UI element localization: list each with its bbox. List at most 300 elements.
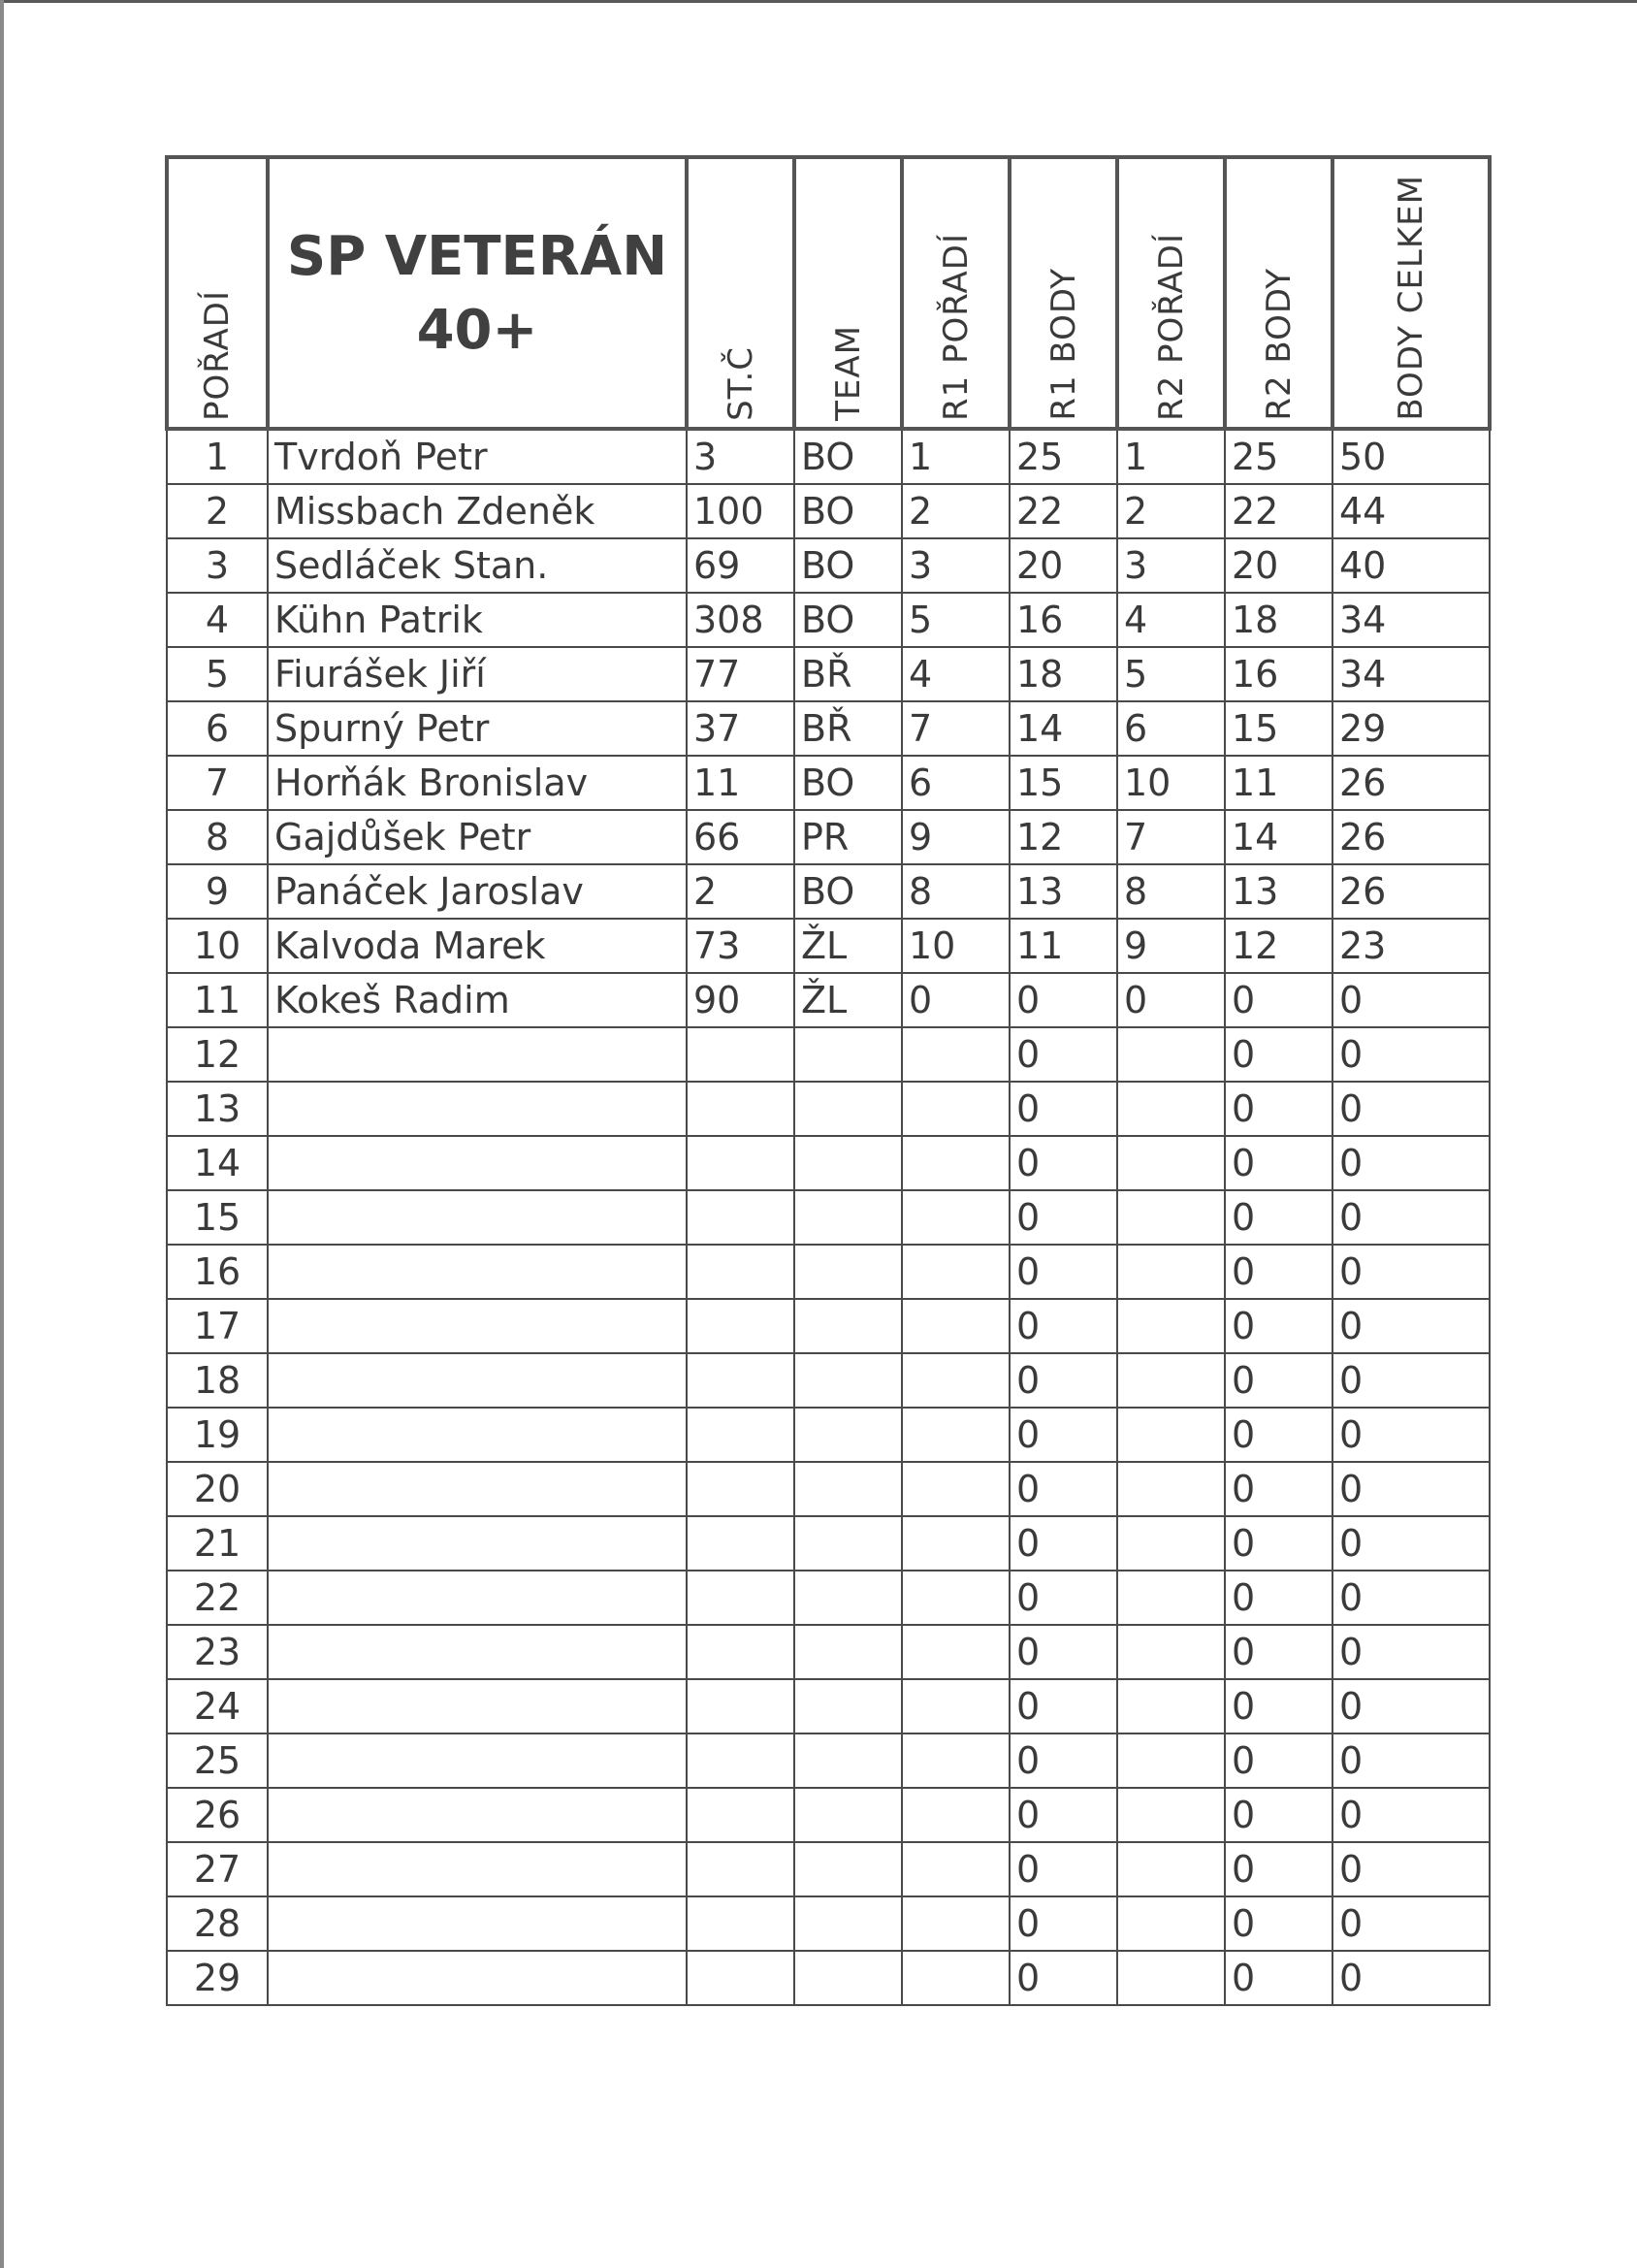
cell-name <box>268 1733 687 1788</box>
cell-team <box>794 1842 902 1896</box>
cell-r2-rank <box>1117 1896 1225 1951</box>
cell-r2-rank <box>1117 1190 1225 1245</box>
cell-total-points: 40 <box>1332 538 1490 593</box>
cell-total-points: 0 <box>1332 1082 1490 1136</box>
cell-total-points: 0 <box>1332 1516 1490 1571</box>
table-row <box>167 973 1490 1027</box>
cell-r2-points: 12 <box>1225 919 1332 973</box>
cell-r2-rank: 2 <box>1117 484 1225 538</box>
cell-r1-points: 15 <box>1010 756 1117 810</box>
table-row <box>167 1408 1490 1462</box>
cell-start-number: 77 <box>687 647 794 701</box>
table-row <box>167 1027 1490 1082</box>
cell-r2-points: 11 <box>1225 756 1332 810</box>
cell-name <box>268 1516 687 1571</box>
cell-r2-points: 0 <box>1225 1408 1332 1462</box>
cell-r2-rank <box>1117 1299 1225 1353</box>
cell-rank: 18 <box>167 1353 268 1408</box>
cell-name <box>268 1190 687 1245</box>
header-team-label: TEAM <box>828 325 868 421</box>
cell-team: BO <box>794 484 902 538</box>
header-poradi-label: POŘADÍ <box>198 290 237 421</box>
table-row <box>167 864 1490 919</box>
header-r1-body <box>1010 157 1117 429</box>
cell-r2-points: 0 <box>1225 1788 1332 1842</box>
cell-name <box>268 1082 687 1136</box>
table-row <box>167 1245 1490 1299</box>
cell-r1-rank <box>902 1842 1010 1896</box>
cell-start-number <box>687 1679 794 1733</box>
cell-rank: 20 <box>167 1462 268 1516</box>
cell-r2-points: 0 <box>1225 1896 1332 1951</box>
cell-r1-rank: 2 <box>902 484 1010 538</box>
cell-r1-points: 0 <box>1010 1462 1117 1516</box>
cell-r2-rank: 5 <box>1117 647 1225 701</box>
cell-r2-rank <box>1117 1951 1225 2005</box>
cell-team <box>794 1136 902 1190</box>
cell-name: Spurný Petr <box>268 701 687 756</box>
header-body-celkem <box>1332 157 1490 429</box>
cell-rank: 24 <box>167 1679 268 1733</box>
cell-start-number <box>687 1299 794 1353</box>
cell-team: BO <box>794 538 902 593</box>
cell-r2-rank <box>1117 1408 1225 1462</box>
cell-total-points: 0 <box>1332 1136 1490 1190</box>
table-row <box>167 1842 1490 1896</box>
table-row <box>167 1788 1490 1842</box>
cell-total-points: 0 <box>1332 1408 1490 1462</box>
cell-r1-rank <box>902 1136 1010 1190</box>
cell-r2-points: 0 <box>1225 1951 1332 2005</box>
cell-name: Kokeš Radim <box>268 973 687 1027</box>
table-row <box>167 1299 1490 1353</box>
cell-start-number <box>687 1027 794 1082</box>
cell-start-number: 3 <box>687 429 794 484</box>
cell-r1-rank <box>902 1299 1010 1353</box>
cell-rank: 27 <box>167 1842 268 1896</box>
cell-team: BO <box>794 756 902 810</box>
table-row <box>167 1516 1490 1571</box>
table-row <box>167 429 1490 484</box>
cell-rank: 9 <box>167 864 268 919</box>
cell-r2-points: 0 <box>1225 1625 1332 1679</box>
cell-r1-points: 0 <box>1010 1353 1117 1408</box>
cell-r2-rank <box>1117 1788 1225 1842</box>
cell-start-number: 2 <box>687 864 794 919</box>
cell-r2-rank: 3 <box>1117 538 1225 593</box>
cell-r1-points: 12 <box>1010 810 1117 864</box>
cell-team <box>794 1896 902 1951</box>
cell-r2-points: 0 <box>1225 1190 1332 1245</box>
cell-rank: 28 <box>167 1896 268 1951</box>
cell-rank: 1 <box>167 429 268 484</box>
table-row <box>167 919 1490 973</box>
cell-team: BO <box>794 593 902 647</box>
cell-start-number <box>687 1516 794 1571</box>
table-row <box>167 593 1490 647</box>
cell-team: ŽL <box>794 919 902 973</box>
cell-total-points: 0 <box>1332 1788 1490 1842</box>
cell-team <box>794 1951 902 2005</box>
cell-team <box>794 1299 902 1353</box>
cell-r1-points: 11 <box>1010 919 1117 973</box>
cell-rank: 11 <box>167 973 268 1027</box>
cell-start-number <box>687 1136 794 1190</box>
cell-name <box>268 1027 687 1082</box>
header-row <box>167 157 1490 429</box>
cell-r1-rank <box>902 1245 1010 1299</box>
header-body-celkem-label: BODY CELKEM <box>1392 175 1430 421</box>
cell-name <box>268 1679 687 1733</box>
cell-total-points: 0 <box>1332 1679 1490 1733</box>
cell-total-points: 0 <box>1332 1733 1490 1788</box>
cell-r1-rank <box>902 1733 1010 1788</box>
table-row <box>167 1951 1490 2005</box>
cell-team <box>794 1082 902 1136</box>
cell-r1-rank <box>902 1516 1010 1571</box>
cell-start-number <box>687 1245 794 1299</box>
cell-r1-rank: 9 <box>902 810 1010 864</box>
cell-r2-points: 0 <box>1225 1462 1332 1516</box>
cell-start-number <box>687 1462 794 1516</box>
header-startovni-cislo-label: ST.Č <box>721 346 760 421</box>
cell-r2-rank: 7 <box>1117 810 1225 864</box>
cell-name: Kühn Patrik <box>268 593 687 647</box>
cell-total-points: 26 <box>1332 756 1490 810</box>
cell-start-number <box>687 1190 794 1245</box>
cell-r2-points: 22 <box>1225 484 1332 538</box>
cell-team <box>794 1679 902 1733</box>
cell-r1-points: 0 <box>1010 1190 1117 1245</box>
cell-name <box>268 1571 687 1625</box>
cell-rank: 17 <box>167 1299 268 1353</box>
cell-r1-rank: 6 <box>902 756 1010 810</box>
cell-r1-rank: 10 <box>902 919 1010 973</box>
cell-r1-points: 20 <box>1010 538 1117 593</box>
scan-edge-top <box>0 0 1637 3</box>
cell-r1-points: 0 <box>1010 1027 1117 1082</box>
cell-r2-rank: 9 <box>1117 919 1225 973</box>
cell-r1-rank <box>902 1082 1010 1136</box>
cell-team <box>794 1462 902 1516</box>
cell-name: Sedláček Stan. <box>268 538 687 593</box>
table-row <box>167 1571 1490 1625</box>
cell-r1-rank <box>902 1951 1010 2005</box>
header-r1-poradi <box>902 157 1010 429</box>
table-header <box>167 157 1490 429</box>
table-row <box>167 701 1490 756</box>
cell-name <box>268 1951 687 2005</box>
cell-r1-points: 0 <box>1010 973 1117 1027</box>
cell-r2-points: 25 <box>1225 429 1332 484</box>
table-row <box>167 1190 1490 1245</box>
cell-rank: 4 <box>167 593 268 647</box>
cell-r2-points: 0 <box>1225 1842 1332 1896</box>
cell-total-points: 44 <box>1332 484 1490 538</box>
cell-name: Tvrdoň Petr <box>268 429 687 484</box>
table-title <box>268 157 687 429</box>
cell-team: BO <box>794 864 902 919</box>
cell-r1-points: 0 <box>1010 1082 1117 1136</box>
table-row <box>167 538 1490 593</box>
cell-rank: 13 <box>167 1082 268 1136</box>
cell-r1-points: 0 <box>1010 1408 1117 1462</box>
cell-total-points: 0 <box>1332 1842 1490 1896</box>
cell-rank: 29 <box>167 1951 268 2005</box>
cell-r1-rank <box>902 1625 1010 1679</box>
cell-start-number <box>687 1951 794 2005</box>
cell-rank: 8 <box>167 810 268 864</box>
cell-team: BO <box>794 429 902 484</box>
cell-r2-rank: 10 <box>1117 756 1225 810</box>
cell-rank: 25 <box>167 1733 268 1788</box>
cell-r1-points: 16 <box>1010 593 1117 647</box>
cell-total-points: 0 <box>1332 1190 1490 1245</box>
table-body <box>167 429 1490 2005</box>
cell-start-number: 73 <box>687 919 794 973</box>
cell-r1-points: 0 <box>1010 1571 1117 1625</box>
cell-start-number <box>687 1625 794 1679</box>
cell-r2-points: 0 <box>1225 1733 1332 1788</box>
cell-name: Kalvoda Marek <box>268 919 687 973</box>
cell-r2-points: 15 <box>1225 701 1332 756</box>
cell-start-number <box>687 1788 794 1842</box>
cell-r1-points: 0 <box>1010 1136 1117 1190</box>
cell-total-points: 0 <box>1332 1299 1490 1353</box>
cell-start-number <box>687 1571 794 1625</box>
cell-team: BŘ <box>794 647 902 701</box>
title-line-1: SP VETERÁN <box>286 225 668 288</box>
cell-total-points: 0 <box>1332 1353 1490 1408</box>
cell-r2-points: 0 <box>1225 1679 1332 1733</box>
cell-total-points: 0 <box>1332 1245 1490 1299</box>
header-r2-body <box>1225 157 1332 429</box>
cell-r2-rank <box>1117 1679 1225 1733</box>
cell-r1-rank <box>902 1353 1010 1408</box>
cell-r2-rank: 0 <box>1117 973 1225 1027</box>
cell-name <box>268 1896 687 1951</box>
cell-r2-points: 20 <box>1225 538 1332 593</box>
cell-r2-points: 13 <box>1225 864 1332 919</box>
cell-name: Missbach Zdeněk <box>268 484 687 538</box>
cell-r2-points: 0 <box>1225 1136 1332 1190</box>
cell-name <box>268 1462 687 1516</box>
header-poradi <box>167 157 268 429</box>
cell-team <box>794 1571 902 1625</box>
cell-r2-points: 0 <box>1225 1571 1332 1625</box>
table-row <box>167 1462 1490 1516</box>
cell-start-number: 66 <box>687 810 794 864</box>
cell-team <box>794 1516 902 1571</box>
cell-r2-rank <box>1117 1571 1225 1625</box>
cell-total-points: 0 <box>1332 1027 1490 1082</box>
cell-name: Horňák Bronislav <box>268 756 687 810</box>
table-row <box>167 810 1490 864</box>
table-row <box>167 1625 1490 1679</box>
cell-name <box>268 1788 687 1842</box>
cell-r1-points: 0 <box>1010 1788 1117 1842</box>
cell-total-points: 34 <box>1332 647 1490 701</box>
cell-rank: 21 <box>167 1516 268 1571</box>
cell-r2-points: 0 <box>1225 1245 1332 1299</box>
cell-r1-rank: 7 <box>902 701 1010 756</box>
title-line-2: 40+ <box>416 298 538 362</box>
cell-name <box>268 1136 687 1190</box>
cell-name: Panáček Jaroslav <box>268 864 687 919</box>
cell-total-points: 0 <box>1332 1571 1490 1625</box>
cell-team: ŽL <box>794 973 902 1027</box>
cell-total-points: 29 <box>1332 701 1490 756</box>
cell-team <box>794 1408 902 1462</box>
cell-rank: 10 <box>167 919 268 973</box>
cell-r2-rank <box>1117 1027 1225 1082</box>
table-row <box>167 1353 1490 1408</box>
cell-rank: 3 <box>167 538 268 593</box>
cell-r2-rank <box>1117 1733 1225 1788</box>
cell-r2-points: 0 <box>1225 1299 1332 1353</box>
cell-start-number: 308 <box>687 593 794 647</box>
cell-r2-points: 0 <box>1225 1082 1332 1136</box>
cell-rank: 5 <box>167 647 268 701</box>
cell-team <box>794 1190 902 1245</box>
header-r2-body-label: R2 BODY <box>1259 268 1299 421</box>
cell-r2-rank: 4 <box>1117 593 1225 647</box>
cell-name <box>268 1842 687 1896</box>
cell-rank: 15 <box>167 1190 268 1245</box>
cell-r2-rank <box>1117 1462 1225 1516</box>
cell-r1-points: 14 <box>1010 701 1117 756</box>
cell-r2-points: 0 <box>1225 1353 1332 1408</box>
scan-edge-left <box>0 0 4 2268</box>
cell-r1-points: 0 <box>1010 1951 1117 2005</box>
cell-r1-rank <box>902 1571 1010 1625</box>
table-row <box>167 647 1490 701</box>
cell-r2-rank <box>1117 1625 1225 1679</box>
cell-r1-rank <box>902 1896 1010 1951</box>
cell-r1-rank: 4 <box>902 647 1010 701</box>
cell-rank: 22 <box>167 1571 268 1625</box>
table-row <box>167 1896 1490 1951</box>
cell-r1-points: 13 <box>1010 864 1117 919</box>
cell-name: Fiurášek Jiří <box>268 647 687 701</box>
cell-start-number <box>687 1353 794 1408</box>
cell-r2-points: 18 <box>1225 593 1332 647</box>
cell-rank: 26 <box>167 1788 268 1842</box>
cell-r1-rank <box>902 1788 1010 1842</box>
cell-start-number <box>687 1082 794 1136</box>
cell-r1-rank: 5 <box>902 593 1010 647</box>
cell-team <box>794 1733 902 1788</box>
cell-r2-rank <box>1117 1136 1225 1190</box>
cell-name <box>268 1353 687 1408</box>
cell-total-points: 0 <box>1332 1896 1490 1951</box>
header-r1-poradi-label: R1 POŘADÍ <box>936 232 976 421</box>
cell-total-points: 50 <box>1332 429 1490 484</box>
cell-r2-points: 14 <box>1225 810 1332 864</box>
cell-r1-rank <box>902 1408 1010 1462</box>
cell-r1-rank <box>902 1462 1010 1516</box>
cell-r2-rank: 1 <box>1117 429 1225 484</box>
cell-r2-rank: 6 <box>1117 701 1225 756</box>
cell-start-number: 100 <box>687 484 794 538</box>
cell-start-number: 69 <box>687 538 794 593</box>
cell-start-number: 90 <box>687 973 794 1027</box>
table-row <box>167 1679 1490 1733</box>
cell-r2-rank <box>1117 1353 1225 1408</box>
cell-name <box>268 1299 687 1353</box>
cell-r1-points: 0 <box>1010 1896 1117 1951</box>
cell-total-points: 23 <box>1332 919 1490 973</box>
cell-start-number: 11 <box>687 756 794 810</box>
cell-r1-points: 22 <box>1010 484 1117 538</box>
cell-rank: 7 <box>167 756 268 810</box>
cell-r1-rank: 3 <box>902 538 1010 593</box>
cell-r1-rank: 1 <box>902 429 1010 484</box>
cell-r2-points: 0 <box>1225 1516 1332 1571</box>
cell-start-number <box>687 1842 794 1896</box>
cell-total-points: 0 <box>1332 1951 1490 2005</box>
cell-start-number <box>687 1733 794 1788</box>
cell-total-points: 26 <box>1332 810 1490 864</box>
cell-r2-points: 16 <box>1225 647 1332 701</box>
cell-r1-points: 0 <box>1010 1245 1117 1299</box>
cell-rank: 19 <box>167 1408 268 1462</box>
cell-team <box>794 1027 902 1082</box>
table-row <box>167 484 1490 538</box>
cell-team: PR <box>794 810 902 864</box>
cell-rank: 12 <box>167 1027 268 1082</box>
cell-rank: 6 <box>167 701 268 756</box>
cell-name <box>268 1408 687 1462</box>
cell-total-points: 0 <box>1332 973 1490 1027</box>
header-startovni-cislo <box>687 157 794 429</box>
cell-rank: 14 <box>167 1136 268 1190</box>
table-row <box>167 756 1490 810</box>
results-table <box>165 155 1492 2006</box>
cell-r1-rank <box>902 1027 1010 1082</box>
cell-r2-rank <box>1117 1245 1225 1299</box>
header-team <box>794 157 902 429</box>
cell-start-number <box>687 1408 794 1462</box>
table-row <box>167 1733 1490 1788</box>
cell-r1-points: 0 <box>1010 1299 1117 1353</box>
cell-total-points: 0 <box>1332 1625 1490 1679</box>
cell-r2-rank: 8 <box>1117 864 1225 919</box>
cell-name <box>268 1245 687 1299</box>
cell-r2-rank <box>1117 1842 1225 1896</box>
cell-rank: 23 <box>167 1625 268 1679</box>
cell-r1-points: 0 <box>1010 1842 1117 1896</box>
cell-rank: 16 <box>167 1245 268 1299</box>
cell-r1-points: 0 <box>1010 1679 1117 1733</box>
cell-r1-rank <box>902 1679 1010 1733</box>
cell-r1-points: 25 <box>1010 429 1117 484</box>
table-row <box>167 1136 1490 1190</box>
cell-r1-points: 18 <box>1010 647 1117 701</box>
cell-r1-points: 0 <box>1010 1516 1117 1571</box>
cell-r1-rank: 0 <box>902 973 1010 1027</box>
header-r2-poradi <box>1117 157 1225 429</box>
cell-r1-rank: 8 <box>902 864 1010 919</box>
table-row <box>167 1082 1490 1136</box>
cell-r1-points: 0 <box>1010 1733 1117 1788</box>
header-r2-poradi-label: R2 POŘADÍ <box>1151 232 1191 421</box>
cell-total-points: 26 <box>1332 864 1490 919</box>
cell-name <box>268 1625 687 1679</box>
cell-r2-rank <box>1117 1516 1225 1571</box>
cell-team <box>794 1788 902 1842</box>
cell-r2-points: 0 <box>1225 1027 1332 1082</box>
